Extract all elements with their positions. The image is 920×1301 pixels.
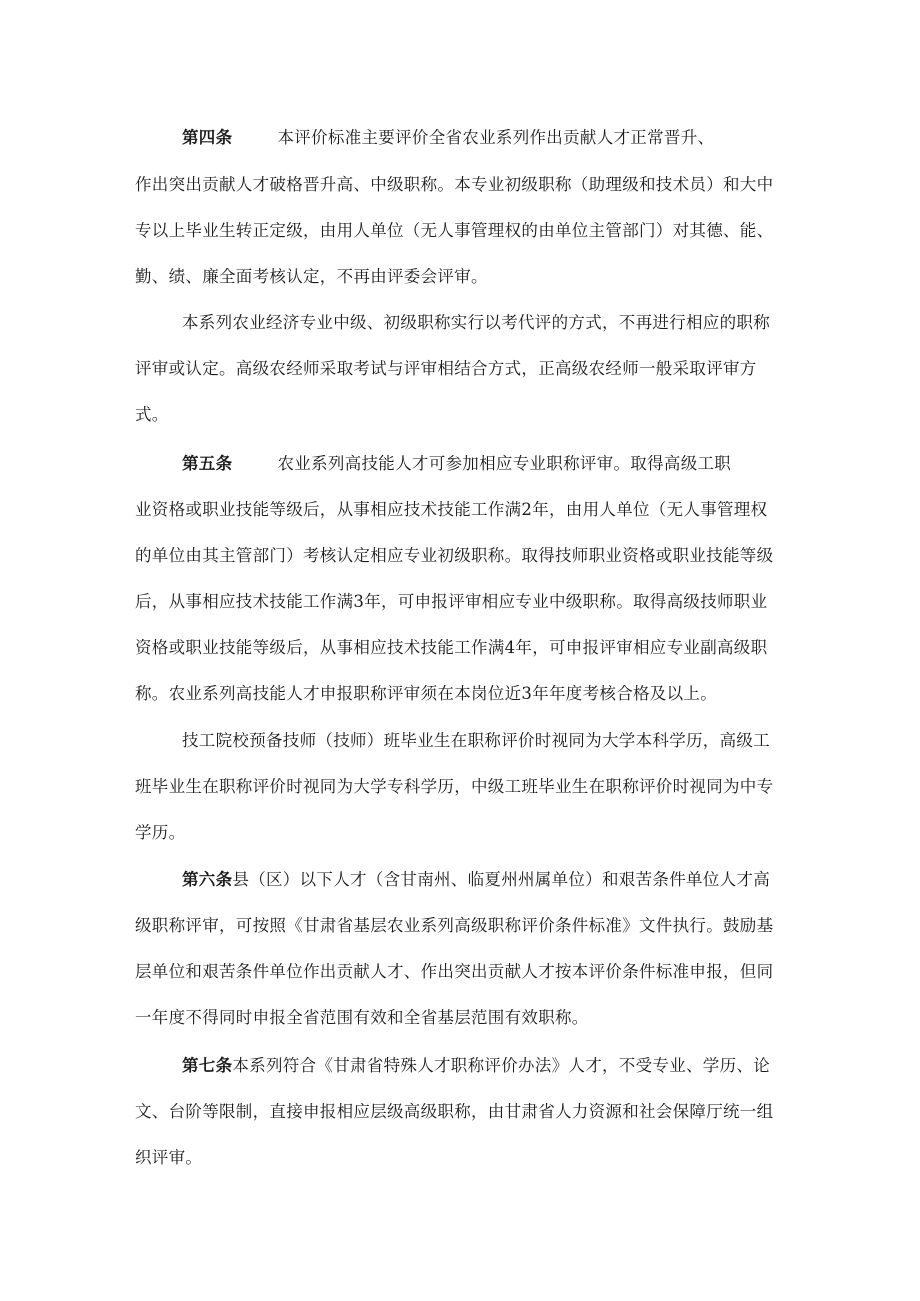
article4-line2: 作出突出贡献人才破格晋升高、中级职称。本专业初级职称（助理级和技术员）和大中 bbox=[135, 175, 774, 194]
article6-line3: 层单位和艰苦条件单位作出贡献人才、作出突出贡献人才按本评价条件标准申报，但同 bbox=[135, 962, 774, 981]
article5-p2-line2: 班毕业生在职称评价时视同为大学专科学历，中级工班毕业生在职称评价时视同为中专 bbox=[135, 777, 774, 796]
article4-p2-line3: 式。 bbox=[135, 405, 169, 424]
article5-p2-line3: 学历。 bbox=[135, 823, 186, 842]
article4-label: 第四条 bbox=[182, 128, 233, 147]
article4-p2-line2: 评审或认定。高级农经师采取考试与评审相结合方式，正高级农经师一般采取评审方 bbox=[135, 359, 757, 378]
article4-line4: 勤、绩、廉全面考核认定，不再由评委会评审。 bbox=[135, 267, 488, 286]
article5-line3: 的单位由其主管部门）考核认定相应专业初级职称。取得技师职业资格或职业技能等级 bbox=[135, 546, 774, 565]
article5-label: 第五条 bbox=[182, 454, 233, 473]
article7-line2: 文、台阶等限制，直接申报相应层级高级职称，由甘肃省人力资源和社会保障厅统一组 bbox=[135, 1102, 774, 1121]
article5-line6: 称。农业系列高技能人才申报职称评审须在本岗位近3年年度考核合格及以上。 bbox=[135, 684, 717, 703]
article5-line4: 后，从事相应技术技能工作满3年，可申报评审相应专业中级职称。取得高级技师职业 bbox=[135, 592, 768, 611]
article7-text-1: 本系列符合《甘肃省特殊人才职称评价办法》人才，不受专业、学历、论 bbox=[232, 1056, 771, 1075]
article7-label: 第七条 bbox=[182, 1056, 233, 1075]
article6-line4: 一年度不得同时申报全省范围有效和全省基层范围有效职称。 bbox=[135, 1008, 589, 1027]
article6-label: 第六条 bbox=[182, 870, 233, 889]
article6-line2: 级职称评审，可按照《甘肃省基层农业系列高级职称评价条件标准》文件执行。鼓励基 bbox=[135, 916, 774, 935]
article4-text-1: 本评价标准主要评价全省农业系列作出贡献人才正常晋升、 bbox=[277, 128, 715, 147]
article6-line1 bbox=[182, 868, 770, 892]
article4-line1 bbox=[182, 126, 714, 150]
article5-line1 bbox=[182, 452, 731, 476]
article4-line3: 专以上毕业生转正定级，由用人单位（无人事管理权的由单位主管部门）对其德、能、 bbox=[135, 221, 774, 240]
article5-line2: 业资格或职业技能等级后，从事相应技术技能工作满2年，由用人单位（无人事管理权 bbox=[135, 500, 768, 519]
article4-p2-line1: 本系列农业经济专业中级、初级职称实行以考代评的方式，不再进行相应的职称 bbox=[182, 313, 770, 332]
article6-text-1: 县（区）以下人才（含甘南州、临夏州州属单位）和艰苦条件单位人才高 bbox=[232, 870, 771, 889]
article5-text-1: 农业系列高技能人才可参加相应专业职称评审。取得高级工职 bbox=[277, 454, 732, 473]
article7-line3: 织评审。 bbox=[135, 1148, 203, 1167]
article5-line5: 资格或职业技能等级后，从事相应技术技能工作满4年，可申报评审相应专业副高级职 bbox=[135, 638, 768, 657]
article7-line1 bbox=[182, 1054, 770, 1078]
article5-p2-line1: 技工院校预备技师（技师）班毕业生在职称评价时视同为大学本科学历，高级工 bbox=[182, 731, 770, 750]
